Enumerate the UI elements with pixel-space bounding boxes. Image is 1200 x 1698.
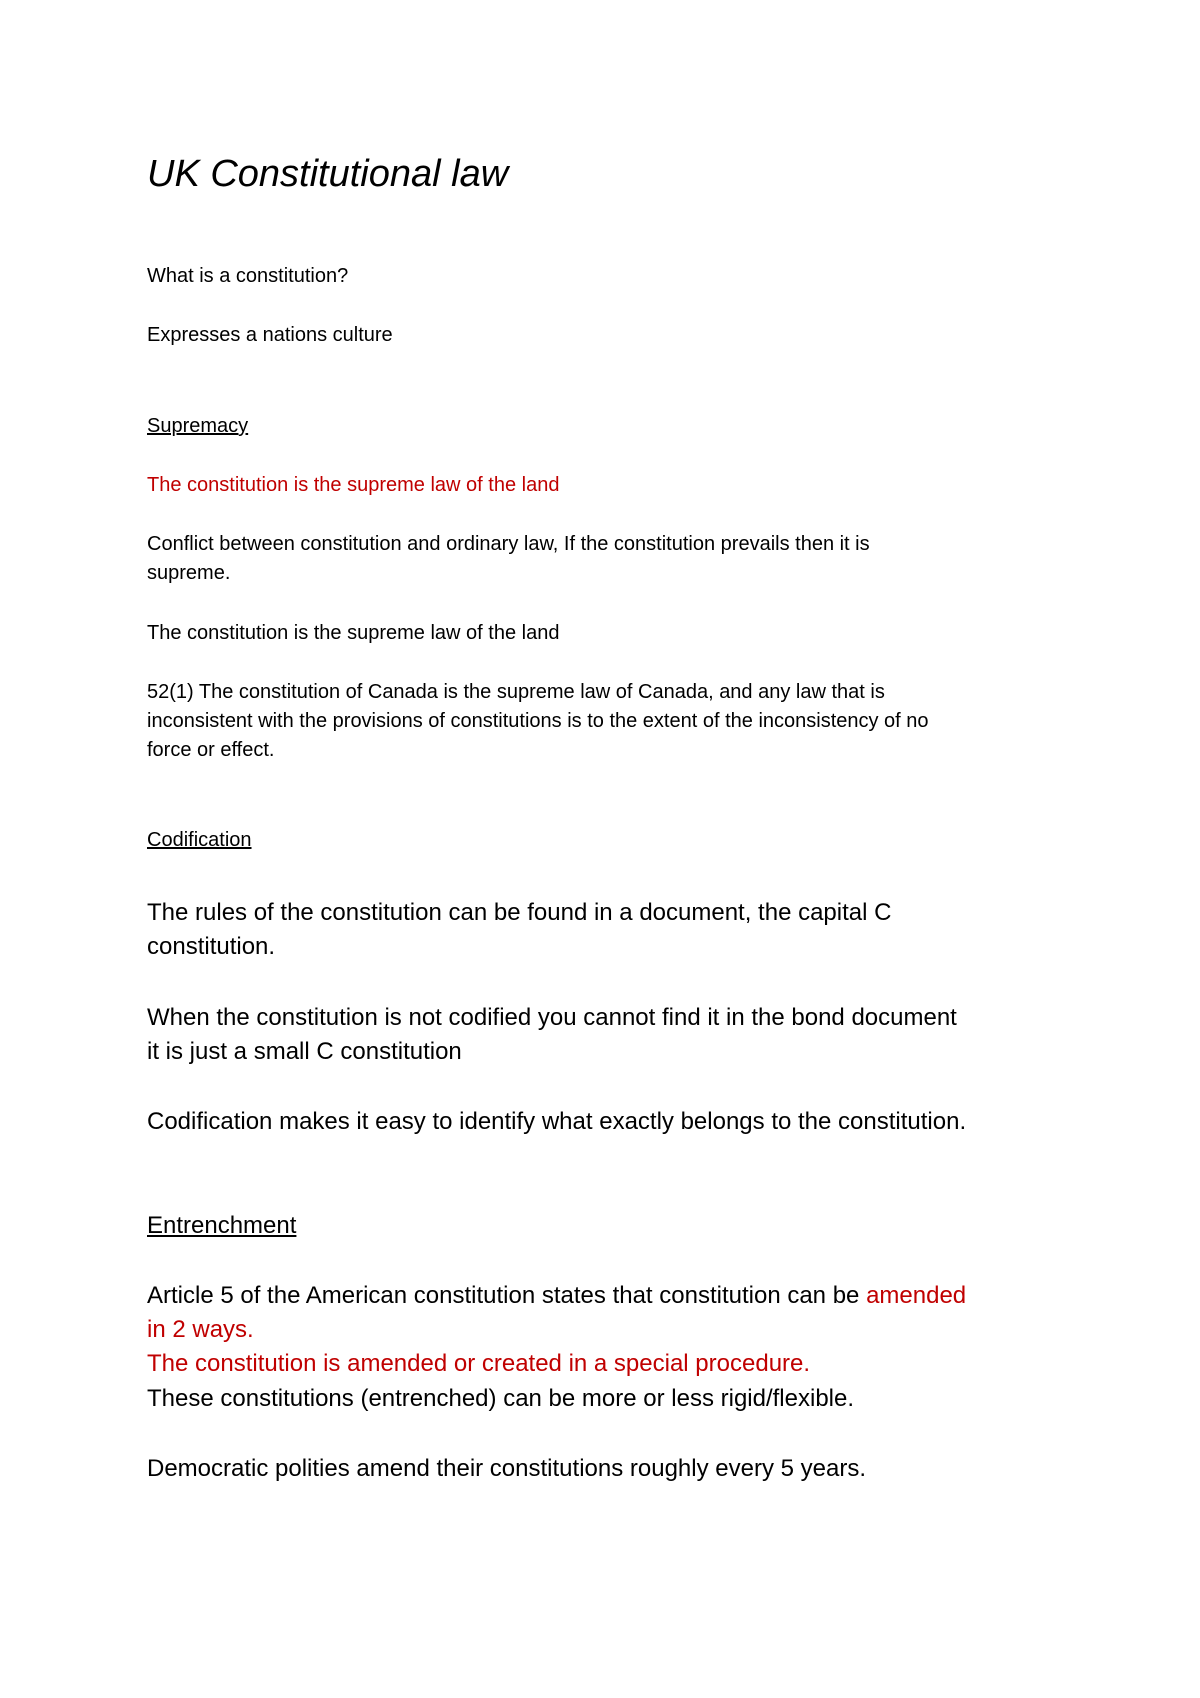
supremacy-conflict-line2: supreme. [147,562,231,584]
supremacy-restatement: The constitution is the supreme law of the land [147,622,560,644]
entrenchment-rigidity: These constitutions (entrenched) can be more or less rigid/flexible. [147,1385,855,1412]
entrenchment-heading: Entrenchment [147,1212,297,1239]
codification-rules-line2: constitution. [147,933,276,960]
entrenchment-special-procedure: The constitution is amended or created in a special procedure. [147,1350,811,1377]
supremacy-highlight: The constitution is the supreme law of the land [147,474,560,496]
document-title: UK Constitutional law [147,153,509,195]
canada-line2: inconsistent with the provisions of constitutions is to the extent of the inconsistency of no [147,710,929,732]
codification-uncodified-line1: When the constitution is not codified you cannot find it in the bond document [147,1004,957,1031]
codification-benefit: Codification makes it easy to identify what exactly belongs to the constitution. [147,1108,967,1135]
entrenchment-article-line2: in 2 ways. [147,1316,254,1343]
article-red-end: amended [866,1282,967,1309]
supremacy-heading: Supremacy [147,415,249,437]
intro-answer: Expresses a nations culture [147,324,393,346]
entrenchment-article-line1 [147,1282,966,1311]
codification-heading: Codification [147,829,252,851]
intro-question: What is a constitution? [147,265,349,287]
codification-uncodified-line2: it is just a small C constitution [147,1038,462,1065]
codification-rules-line1: The rules of the constitution can be found in a document, the capital C [147,899,892,926]
entrenchment-frequency: Democratic polities amend their constitutions roughly every 5 years. [147,1455,866,1482]
article-prefix: Article 5 of the American constitution states that constitution can be [147,1282,867,1309]
canada-line1: 52(1) The constitution of Canada is the supreme law of Canada, and any law that is [147,681,885,703]
canada-line3: force or effect. [147,739,275,761]
supremacy-conflict-line1: Conflict between constitution and ordinary law, If the constitution prevails then it is [147,533,870,555]
